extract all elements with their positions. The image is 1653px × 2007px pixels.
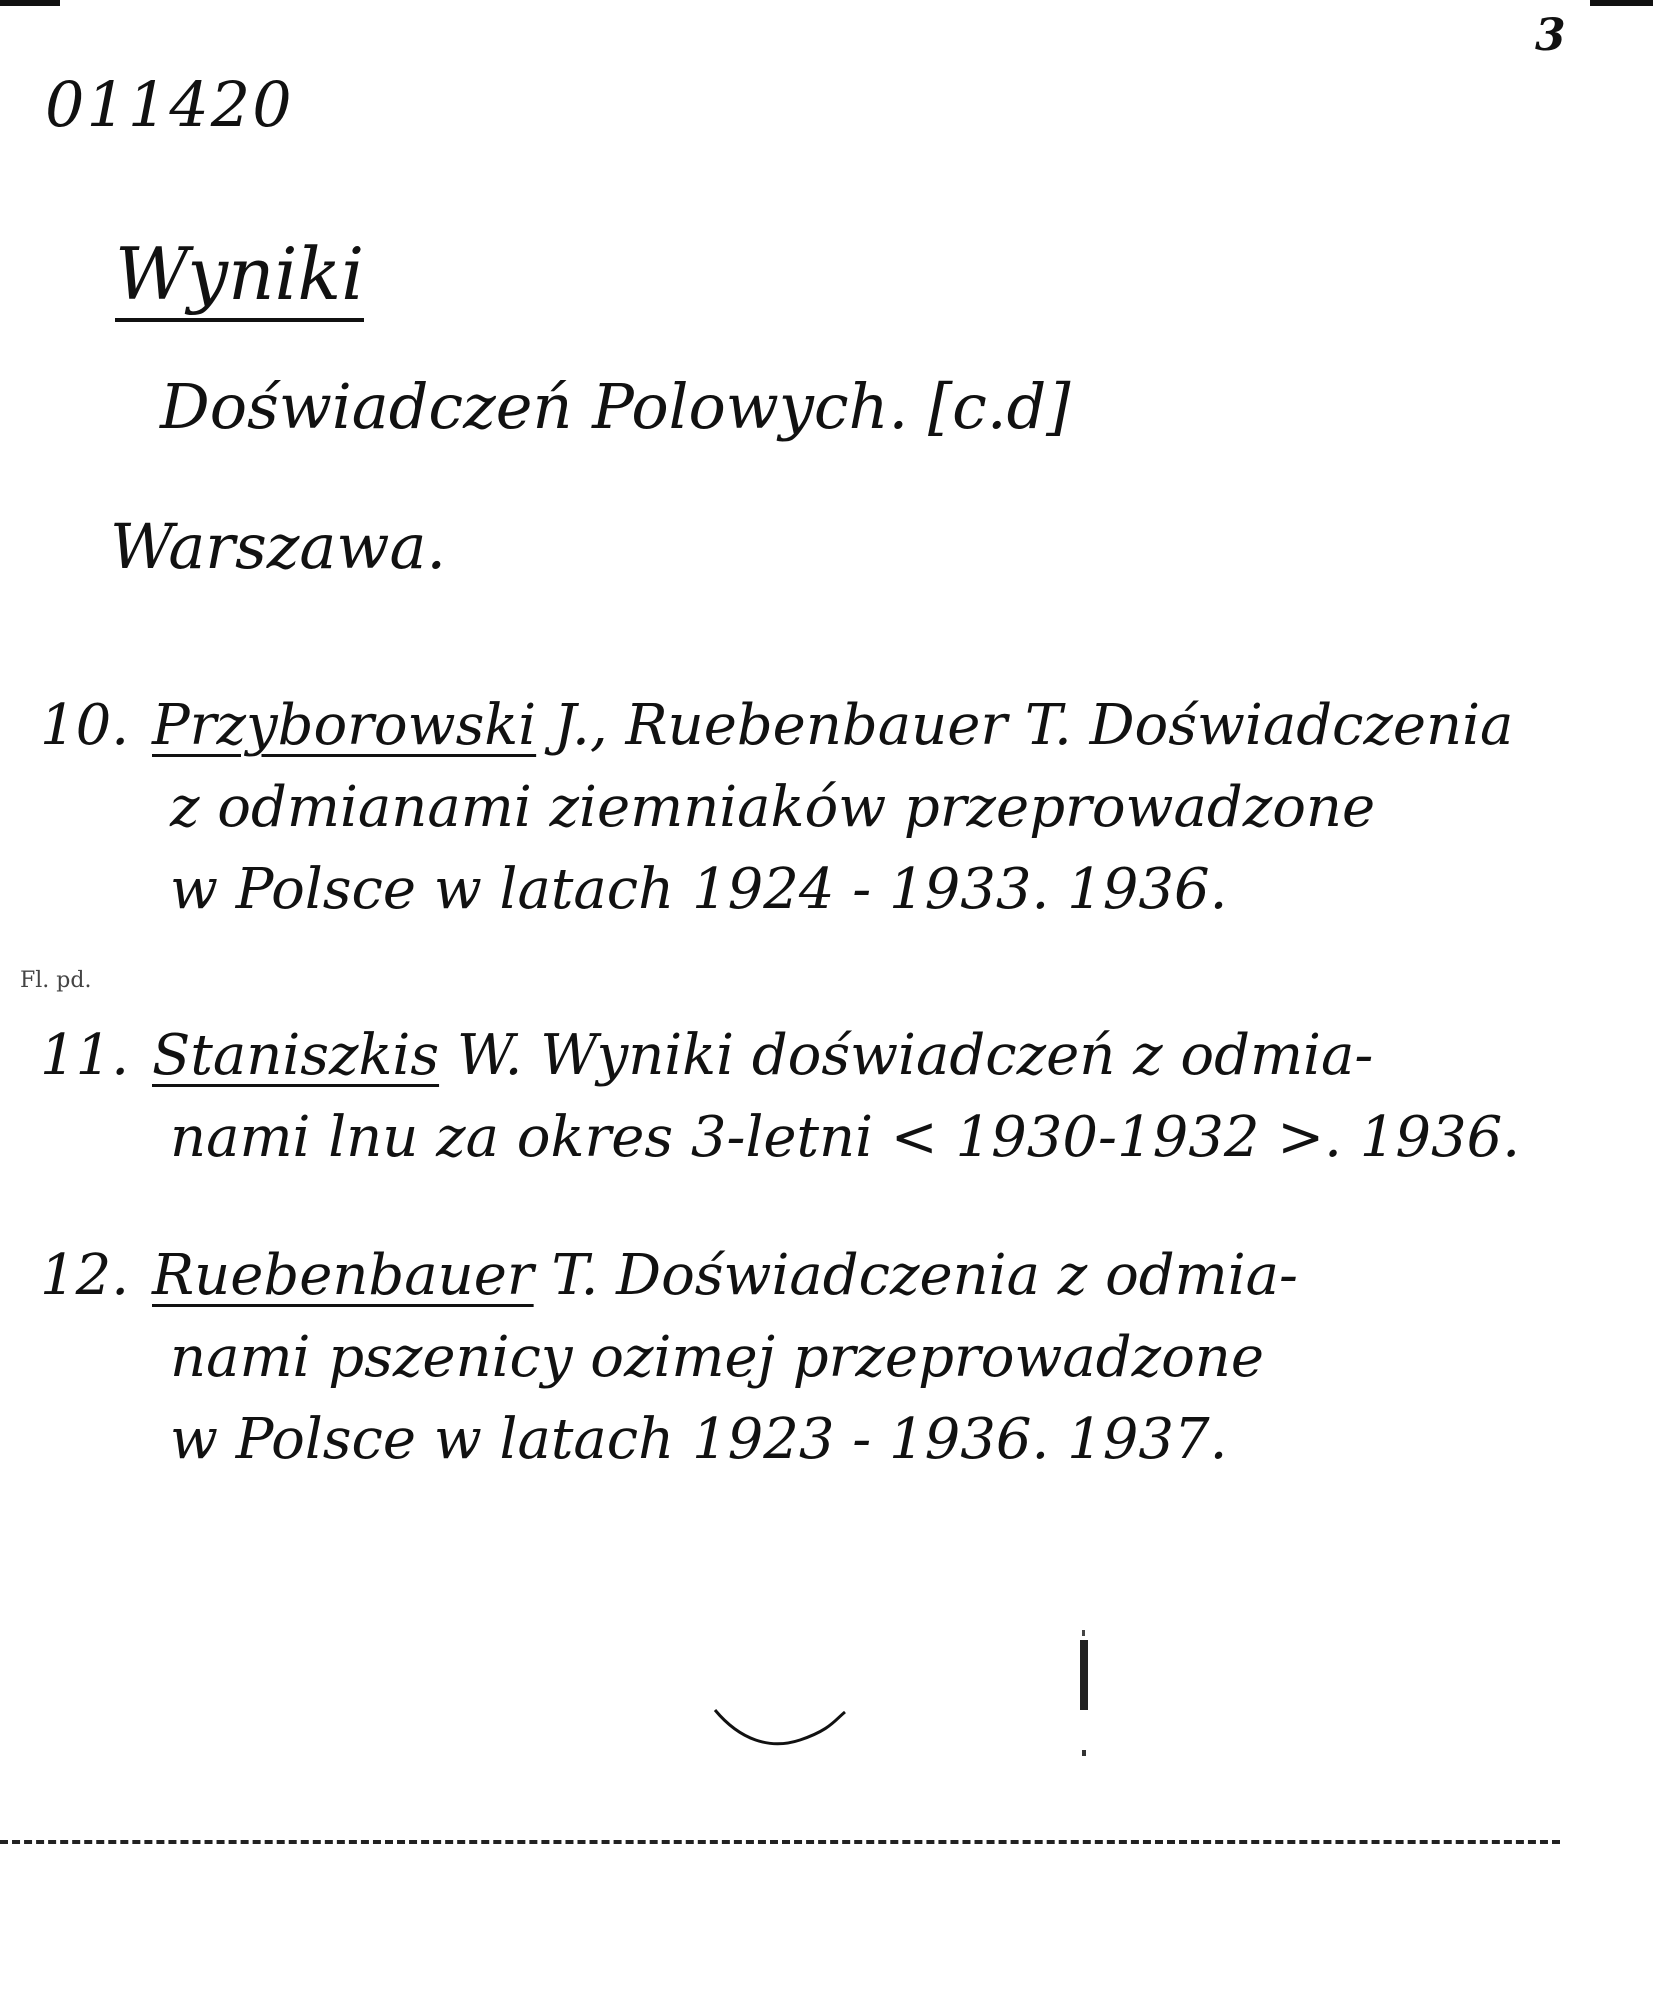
entry-author: Przyborowski (152, 693, 537, 758)
entry-text: w Polsce w latach 1924 - 1933. 1936. (170, 857, 1228, 922)
bottom-rule (0, 1840, 1560, 1844)
entry-author: Staniszkis (152, 1023, 440, 1088)
entry-text: T. Doświadczenia z odmia- (533, 1243, 1298, 1308)
entry-text: W. Wyniki doświadczeń z odmia- (439, 1023, 1374, 1088)
entry-text: nami pszenicy ozimej przeprowadzone (170, 1325, 1264, 1390)
card-subtitle: Doświadczeń Polowych. [c.d] (160, 370, 1071, 443)
entry-text: J., Ruebenbauer T. Doświadczenia (536, 693, 1514, 758)
entry-text: w Polsce w latach 1923 - 1936. 1937. (170, 1407, 1228, 1472)
ink-speck-mark (1070, 1620, 1100, 1790)
bibliography-entry-12 (40, 1235, 1580, 1481)
entry-text: nami lnu za okres 3-letni < 1930-1932 >. 1936. (170, 1105, 1521, 1170)
entry-author: Ruebenbauer (152, 1243, 534, 1308)
bibliography-entry-11 (40, 1015, 1580, 1179)
corner-mark-top-right (1590, 0, 1653, 6)
publication-city: Warszawa. (110, 510, 447, 583)
margin-note: Fl. pd. (20, 968, 92, 993)
corner-mark-top-left (0, 0, 60, 6)
pen-stroke-mark (710, 1700, 850, 1760)
entry-number: 11. (40, 1023, 130, 1088)
entry-line (40, 1015, 1580, 1097)
entry-text: z odmianami ziemniaków przeprowadzone (170, 775, 1376, 840)
page-number: 3 (1535, 10, 1566, 61)
bibliography-entry-10 (40, 685, 1580, 931)
entry-number: 12. (40, 1243, 130, 1308)
card-title: Wyniki (115, 235, 364, 322)
entry-number: 10. (40, 693, 130, 758)
entry-line (40, 1235, 1580, 1317)
entry-line (40, 685, 1580, 767)
catalog-number: 011420 (45, 68, 294, 141)
